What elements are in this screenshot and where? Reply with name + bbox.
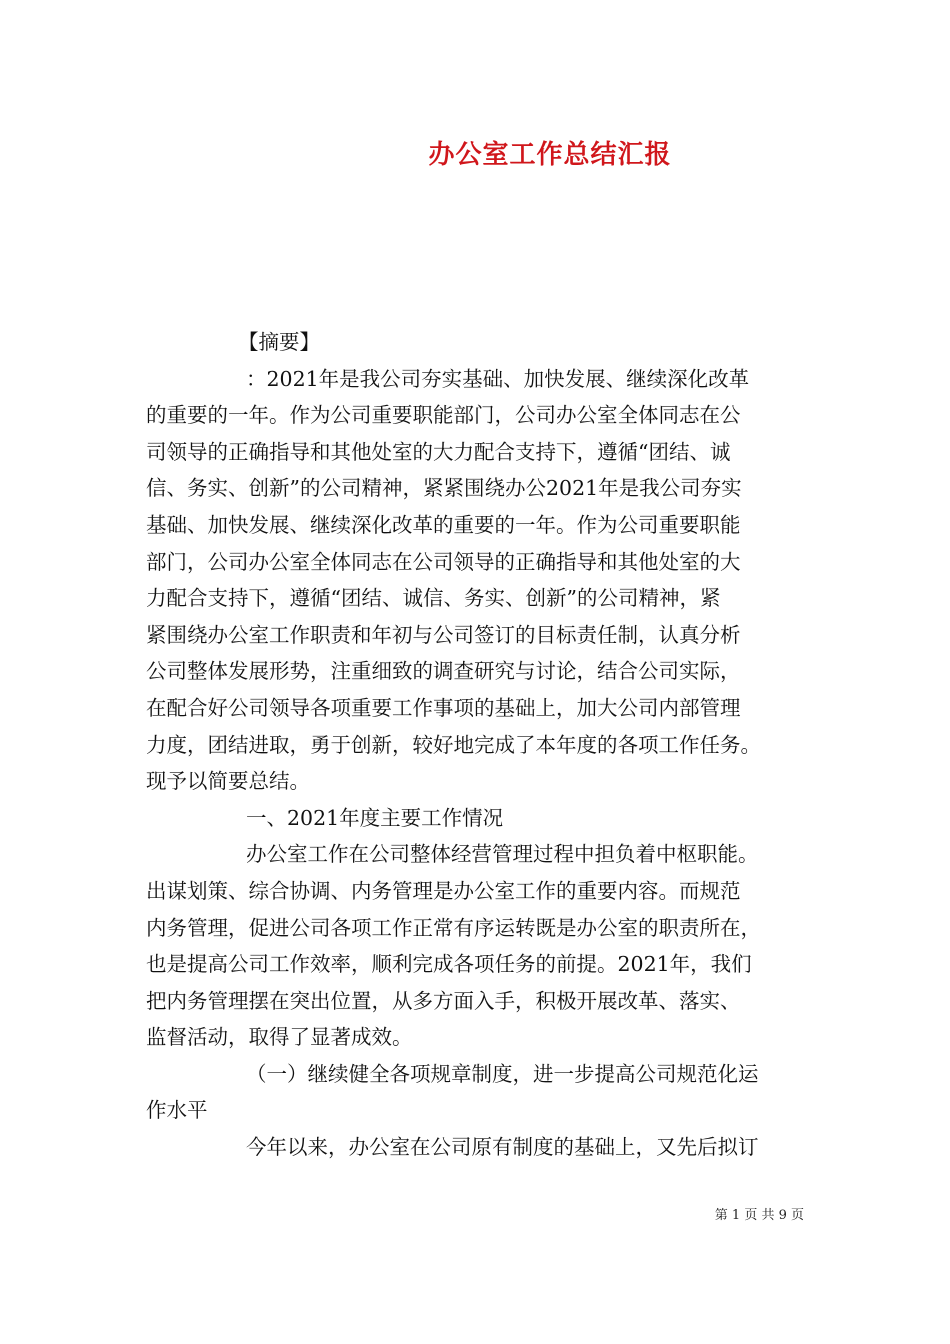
page-number-footer: 第 1 页 共 9 页 [714, 1208, 804, 1223]
paragraph-line: （一）继续健全各项规章制度，进一步提高公司规范化运 [246, 1061, 759, 1086]
paragraph-line: 力配合支持下，遵循“团结、诚信、务实、创新”的公司精神，紧 [146, 586, 721, 611]
paragraph-line: 把内务管理摆在突出位置，从多方面入手，积极开展改革、落实、 [146, 988, 741, 1013]
paragraph-line: 一、2021年度主要工作情况 [246, 805, 504, 830]
paragraph-line: ：2021年是我公司夯实基础、加快发展、继续深化改革 [246, 366, 750, 391]
paragraph-line: 办公室工作在公司整体经营管理过程中担负着中枢职能。 [246, 842, 759, 867]
paragraph-line: 的重要的一年。作为公司重要职能部门，公司办公室全体同志在公 [146, 403, 741, 428]
paragraph-line: 基础、加快发展、继续深化改革的重要的一年。作为公司重要职能 [146, 512, 741, 537]
paragraph-line: 信、务实、创新”的公司精神，紧紧围绕办公2021年是我公司夯实 [146, 476, 742, 501]
paragraph-line: 也是提高公司工作效率，顺利完成各项任务的前提。2021年，我们 [146, 952, 752, 977]
paragraph-line: 作水平 [146, 1098, 208, 1123]
paragraph-line: 出谋划策、综合协调、内务管理是办公室工作的重要内容。而规范 [146, 878, 741, 903]
paragraph-line: 监督活动，取得了显著成效。 [146, 1025, 413, 1050]
paragraph-line: 【摘要】 [238, 330, 320, 354]
document-title: 办公室工作总结汇报 [428, 140, 672, 170]
paragraph-line: 今年以来，办公室在公司原有制度的基础上，又先后拟订 [246, 1135, 759, 1160]
paragraph-line: 力度，团结进取，勇于创新，较好地完成了本年度的各项工作任务。 [146, 732, 761, 757]
paragraph-line: 部门，公司办公室全体同志在公司领导的正确指导和其他处室的大 [146, 549, 741, 574]
paragraph-line: 公司整体发展形势，注重细致的调查研究与讨论，结合公司实际， [146, 659, 741, 684]
paragraph-line: 在配合好公司领导各项重要工作事项的基础上，加大公司内部管理 [146, 695, 741, 720]
document-body [146, 324, 811, 1166]
paragraph-line: 紧围绕办公室工作职责和年初与公司签订的目标责任制，认真分析 [146, 622, 741, 647]
paragraph-line: 司领导的正确指导和其他处室的大力配合支持下，遵循“团结、诚 [146, 439, 731, 464]
paragraph-line: 内务管理，促进公司各项工作正常有序运转既是办公室的职责所在， [146, 915, 761, 940]
paragraph-line: 现予以简要总结。 [146, 769, 310, 794]
document-title-wrap [0, 134, 950, 171]
